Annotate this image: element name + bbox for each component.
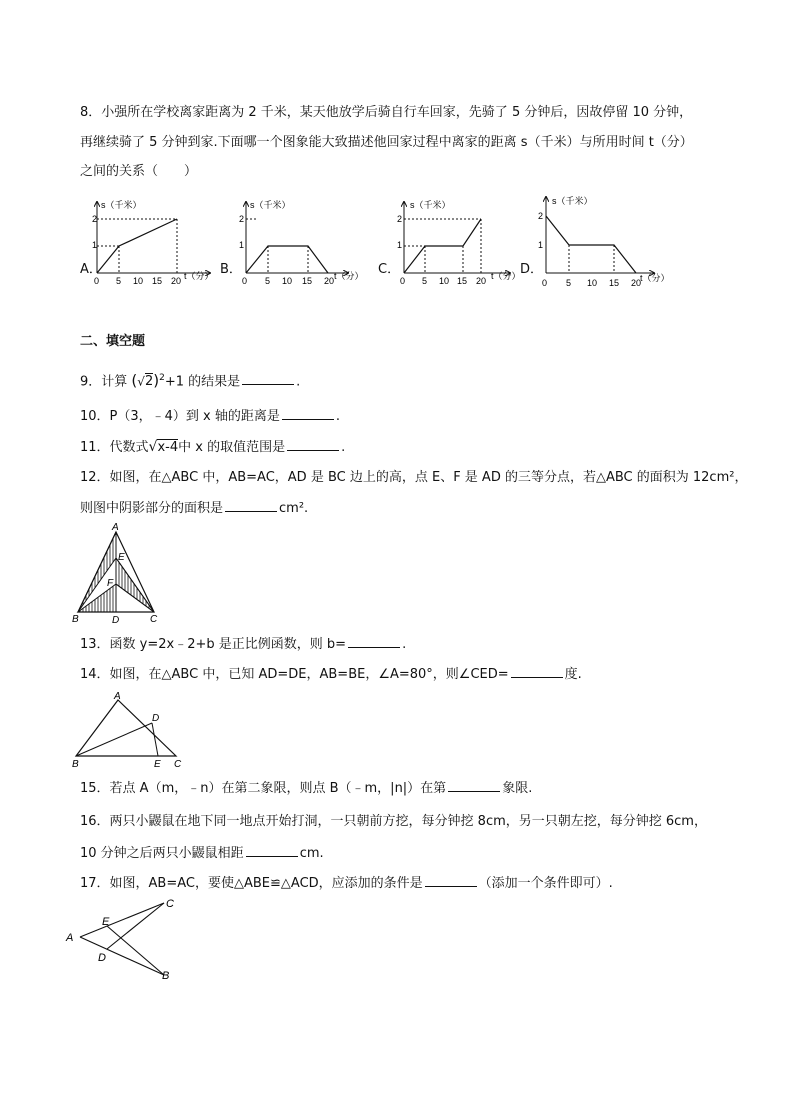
svg-text:2: 2 (239, 214, 245, 224)
option-a-label: A． (80, 262, 102, 277)
q9: 9．计算 $(√2)^2+1$ 的结果是 . (80, 371, 301, 390)
svg-text:15: 15 (152, 276, 163, 286)
q16-line2: 10 分钟之后两只小鼹鼠相距 cm. (80, 846, 324, 861)
svg-text:A: A (66, 932, 74, 944)
svg-text:15: 15 (302, 276, 313, 286)
svg-text:5: 5 (265, 276, 271, 286)
svg-text:F: F (107, 578, 114, 589)
option-b-graph (238, 198, 368, 288)
q15-answer-blank[interactable] (448, 779, 500, 792)
q14: 14．如图，在△ABC 中，已知 AD=DE，AB=BE，∠A=80°，则∠CED= 度. (80, 667, 582, 682)
svg-text:20: 20 (476, 276, 487, 286)
q17-answer-blank[interactable] (425, 874, 477, 887)
q13: 13．函数 y=2x﹣2+b 是正比例函数，则 b= . (80, 637, 407, 652)
option-d-label: D． (520, 262, 544, 277)
svg-text:C: C (150, 614, 158, 625)
svg-text:D: D (152, 713, 160, 724)
svg-text:0: 0 (400, 276, 406, 286)
q13-answer-blank[interactable] (348, 635, 400, 648)
svg-text:t（分）: t（分） (491, 271, 521, 281)
svg-text:0: 0 (242, 276, 248, 286)
svg-text:20: 20 (171, 276, 182, 286)
svg-text:C: C (174, 759, 182, 770)
svg-text:A: A (114, 691, 121, 702)
q10-answer-blank[interactable] (282, 407, 334, 420)
svg-text:10: 10 (439, 276, 450, 286)
svg-text:D: D (112, 615, 120, 626)
svg-text:10: 10 (282, 276, 293, 286)
svg-text:0: 0 (542, 278, 548, 288)
a-s-label: s（千米） (101, 200, 142, 210)
svg-text:10: 10 (133, 276, 144, 286)
svg-text:2: 2 (538, 211, 544, 221)
q11-answer-blank[interactable] (287, 438, 339, 451)
q8-line1: 8．小强所在学校离家距离为 2 千米，某天他放学后骑自行车回家，先骑了 5 分钟后，因故停留 10 分钟， (80, 105, 693, 120)
q12-line1: 12．如图，在△ABC 中，AB=AC，AD 是 BC 边上的高，点 E、F 是 AD 的三等分点，若△ABC 的面积为 12cm²， (80, 470, 748, 485)
svg-text:B: B (72, 614, 79, 625)
svg-text:2: 2 (397, 214, 403, 224)
svg-text:t（分）: t（分） (334, 271, 364, 281)
svg-text:B: B (72, 759, 79, 770)
q12-figure (70, 524, 165, 624)
a-tick-2: 2 (92, 214, 98, 224)
svg-text:s（千米）: s（千米） (552, 196, 593, 206)
section-title: 二、填空题 (80, 334, 146, 349)
q11: 11．代数式√x-4中 x 的取值范围是 . (80, 439, 346, 455)
q17: 17．如图，AB=AC，要使△ABE≌△ACD，应添加的条件是 （添加一个条件即可）. (80, 876, 613, 891)
svg-text:1: 1 (239, 240, 245, 250)
svg-text:15: 15 (457, 276, 468, 286)
q10: 10．P（3，﹣4）到 x 轴的距离是 . (80, 409, 341, 424)
q12-line2: 则图中阴影部分的面积是 cm². (80, 501, 309, 516)
svg-text:5: 5 (422, 276, 428, 286)
option-c-label: C． (378, 262, 401, 277)
svg-text:15: 15 (609, 278, 620, 288)
svg-text:20: 20 (324, 276, 335, 286)
option-c-graph (396, 198, 526, 288)
q8-line2: 再继续骑了 5 分钟到家.下面哪一个图象能大致描述他回家过程中离家的距离 s（千米）与所用时间 t（分） (80, 135, 693, 150)
q15: 15．若点 A（m，﹣n）在第二象限，则点 B（﹣m，|n|）在第 象限. (80, 781, 533, 796)
svg-text:0: 0 (94, 276, 100, 286)
option-b-label: B． (220, 262, 242, 277)
svg-text:5: 5 (566, 278, 572, 288)
q9-answer-blank[interactable] (242, 372, 294, 385)
svg-text:E: E (118, 552, 125, 563)
svg-text:E: E (102, 916, 110, 928)
option-a-graph (92, 198, 222, 288)
svg-text:5: 5 (116, 276, 122, 286)
svg-text:20: 20 (631, 278, 642, 288)
q12-answer-blank[interactable] (225, 499, 277, 512)
svg-text:E: E (154, 759, 161, 770)
q8-line3: 之间的关系（ ） (80, 164, 198, 179)
svg-text:1: 1 (397, 240, 403, 250)
q14-answer-blank[interactable] (511, 665, 563, 678)
svg-text:10: 10 (587, 278, 598, 288)
a-tick-1: 1 (92, 240, 98, 250)
svg-text:C: C (166, 898, 174, 910)
svg-text:1: 1 (538, 240, 544, 250)
q16-answer-blank[interactable] (246, 844, 298, 857)
svg-text:t（分）: t（分） (640, 273, 670, 283)
svg-text:B: B (162, 970, 170, 982)
svg-text:A: A (112, 522, 119, 533)
q16-line1: 16．两只小鼹鼠在地下同一地点开始打洞，一只朝前方挖，每分钟挖 8cm，另一只朝左挖，每分钟挖 6cm， (80, 814, 707, 829)
q14-figure (70, 690, 185, 770)
a-t-label: t（分） (184, 271, 214, 281)
q17-figure (64, 895, 184, 981)
option-d-graph (536, 193, 670, 291)
svg-text:D: D (98, 952, 106, 964)
svg-text:s（千米）: s（千米） (410, 200, 451, 210)
svg-text:s（千米）: s（千米） (250, 200, 291, 210)
